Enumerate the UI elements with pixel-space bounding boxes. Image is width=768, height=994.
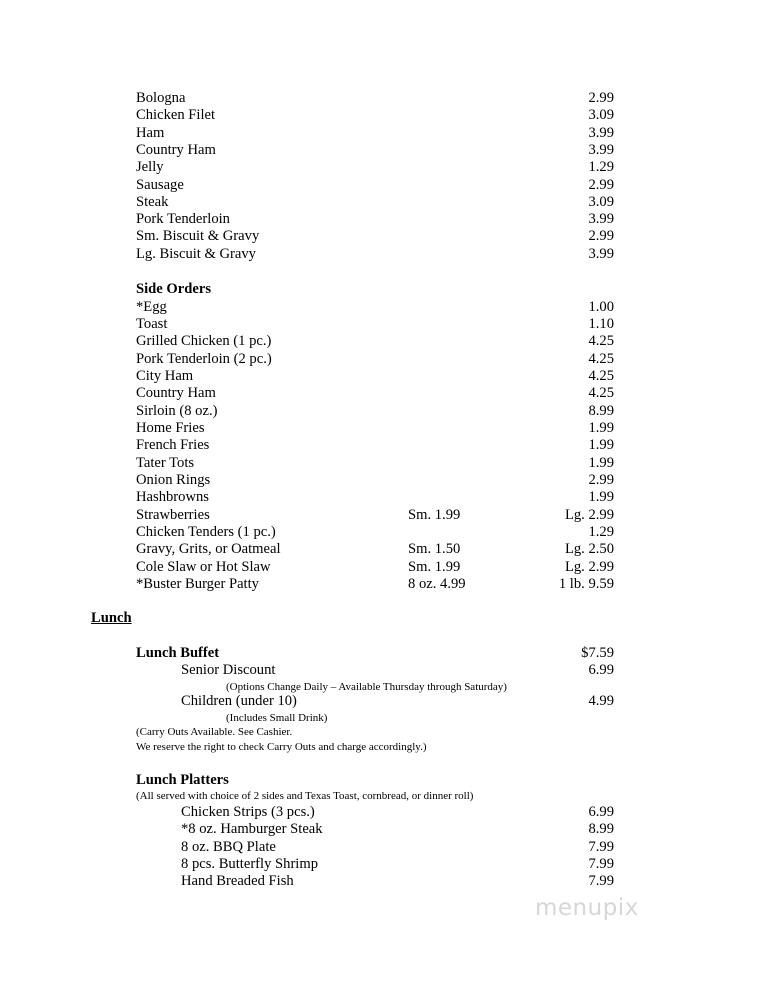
platter-row — [181, 804, 614, 821]
item-name: Chicken Tenders (1 pc.) — [136, 524, 276, 541]
item-small-price: 8 oz. 4.99 — [408, 576, 466, 593]
side-order-row — [136, 506, 614, 524]
item-name: Hand Breaded Fish — [181, 873, 294, 890]
item-name: Sm. Biscuit & Gravy — [136, 228, 260, 245]
side-order-row — [136, 558, 614, 576]
platter-row — [181, 873, 614, 890]
side-order-row — [136, 437, 614, 454]
item-name: *8 oz. Hamburger Steak — [181, 821, 323, 838]
menu-item-row — [136, 228, 614, 245]
item-name: Home Fries — [136, 419, 205, 436]
item-price: 2.99 — [588, 472, 614, 488]
item-name: City Ham — [136, 367, 194, 384]
item-price: 4.25 — [588, 333, 614, 350]
menu-item-row — [136, 176, 614, 194]
item-name: Country Ham — [136, 385, 216, 402]
item-name: Toast — [136, 315, 168, 332]
item-name: *Egg — [136, 298, 167, 315]
menupix-watermark: menupix — [535, 895, 639, 921]
item-price: 3.09 — [588, 193, 614, 210]
item-price: 3.99 — [588, 141, 614, 158]
item-price: 7.99 — [588, 873, 614, 890]
item-price: 1.99 — [588, 419, 614, 436]
options-note: (Options Change Daily – Available Thursday through Saturday) — [226, 681, 507, 693]
item-name: Tater Tots — [136, 454, 195, 471]
item-name: Strawberries — [136, 506, 210, 523]
side-order-row — [136, 472, 614, 489]
item-price: 1.29 — [588, 524, 614, 541]
children-label: Children (under 10) — [181, 693, 297, 709]
item-price: 7.99 — [588, 855, 614, 872]
item-price: 1.99 — [588, 454, 614, 471]
senior-discount-row — [181, 662, 614, 679]
lunch-buffet-price: $7.59 — [581, 645, 614, 661]
item-name: Grilled Chicken (1 pc.) — [136, 333, 272, 350]
item-price: Lg. 2.99 — [564, 506, 614, 523]
item-name: Ham — [136, 124, 165, 141]
item-price: Lg. 2.99 — [564, 558, 614, 575]
item-name: *Buster Burger Patty — [136, 576, 259, 593]
item-small-price: Sm. 1.50 — [408, 541, 461, 558]
side-order-row — [136, 402, 614, 420]
platter-row — [181, 821, 614, 838]
item-small-price: Sm. 1.99 — [408, 506, 461, 523]
item-name: Chicken Strips (3 pcs.) — [181, 804, 315, 820]
item-name: Hashbrowns — [136, 489, 209, 506]
item-price: 4.25 — [588, 385, 614, 402]
item-price: 8.99 — [588, 402, 614, 419]
children-price: 4.99 — [588, 693, 614, 709]
item-name: Chicken Filet — [136, 107, 216, 124]
item-price: 3.99 — [588, 245, 614, 262]
menu-item-row — [136, 90, 614, 107]
item-price: 1.10 — [588, 315, 614, 332]
item-price: 1.99 — [588, 489, 614, 506]
item-name: Steak — [136, 193, 169, 210]
item-price: 1.29 — [588, 159, 614, 176]
item-price: 1.99 — [588, 437, 614, 454]
lunch-section-title: Lunch — [91, 610, 132, 626]
side-order-row — [136, 385, 614, 402]
lunch-buffet-row — [136, 645, 614, 662]
menu-item-row — [136, 141, 614, 159]
side-orders-heading: Side Orders — [136, 281, 211, 297]
item-price: 7.99 — [588, 838, 614, 855]
menu-item-row — [136, 193, 614, 211]
item-price: 3.99 — [588, 124, 614, 141]
side-order-row — [136, 454, 614, 472]
item-price: 4.25 — [588, 350, 614, 367]
carry-out-note-line-2: We reserve the right to check Carry Outs and charge accordingly.) — [136, 741, 427, 753]
side-order-row — [136, 576, 614, 593]
item-name: Sausage — [136, 176, 184, 193]
item-name: Lg. Biscuit & Gravy — [136, 245, 256, 262]
item-price: 6.99 — [588, 804, 614, 820]
side-order-row — [136, 315, 614, 333]
children-row — [181, 693, 614, 710]
senior-discount-price: 6.99 — [588, 662, 614, 678]
item-price: 2.99 — [588, 90, 614, 106]
platter-row — [181, 838, 614, 856]
menu-item-row — [136, 245, 614, 263]
side-order-row — [136, 367, 614, 385]
menu-item-row — [136, 124, 614, 142]
item-name: Onion Rings — [136, 472, 211, 488]
menu-item-row — [136, 211, 614, 228]
side-order-row — [136, 419, 614, 437]
item-price: 1.00 — [588, 298, 614, 315]
item-name: Pork Tenderloin — [136, 211, 230, 228]
item-price: 8.99 — [588, 821, 614, 838]
item-name: French Fries — [136, 437, 210, 454]
item-price: Lg. 2.50 — [564, 541, 614, 558]
side-order-row — [136, 524, 614, 541]
item-name: Bologna — [136, 90, 186, 106]
item-price: 2.99 — [588, 176, 614, 193]
side-order-row — [136, 350, 614, 368]
item-price: 3.99 — [588, 211, 614, 228]
side-order-row — [136, 541, 614, 558]
platter-row — [181, 855, 614, 873]
drink-note: (Includes Small Drink) — [226, 712, 328, 724]
item-small-price: Sm. 1.99 — [408, 558, 461, 575]
item-name: Gravy, Grits, or Oatmeal — [136, 541, 281, 558]
side-order-row — [136, 489, 614, 506]
item-name: 8 oz. BBQ Plate — [181, 838, 276, 855]
item-name: Sirloin (8 oz.) — [136, 402, 218, 419]
menu-item-row — [136, 107, 614, 124]
lunch-platters-heading: Lunch Platters — [136, 772, 229, 788]
item-price: 1 lb. 9.59 — [558, 576, 614, 593]
menu-item-row — [136, 159, 614, 176]
carry-out-note-line-1: (Carry Outs Available. See Cashier. — [136, 726, 293, 738]
item-price: 3.09 — [588, 107, 614, 124]
item-price: 4.25 — [588, 367, 614, 384]
item-name: Jelly — [136, 159, 164, 176]
item-name: Pork Tenderloin (2 pc.) — [136, 350, 272, 367]
item-name: Country Ham — [136, 141, 216, 158]
side-order-row — [136, 333, 614, 350]
item-price: 2.99 — [588, 228, 614, 245]
item-name: Cole Slaw or Hot Slaw — [136, 558, 271, 575]
senior-discount-label: Senior Discount — [181, 662, 276, 678]
platters-note: (All served with choice of 2 sides and Texas Toast, cornbread, or dinner roll) — [136, 790, 474, 802]
item-name: 8 pcs. Butterfly Shrimp — [181, 855, 319, 872]
lunch-buffet-heading: Lunch Buffet — [136, 645, 220, 661]
side-order-row — [136, 298, 614, 316]
